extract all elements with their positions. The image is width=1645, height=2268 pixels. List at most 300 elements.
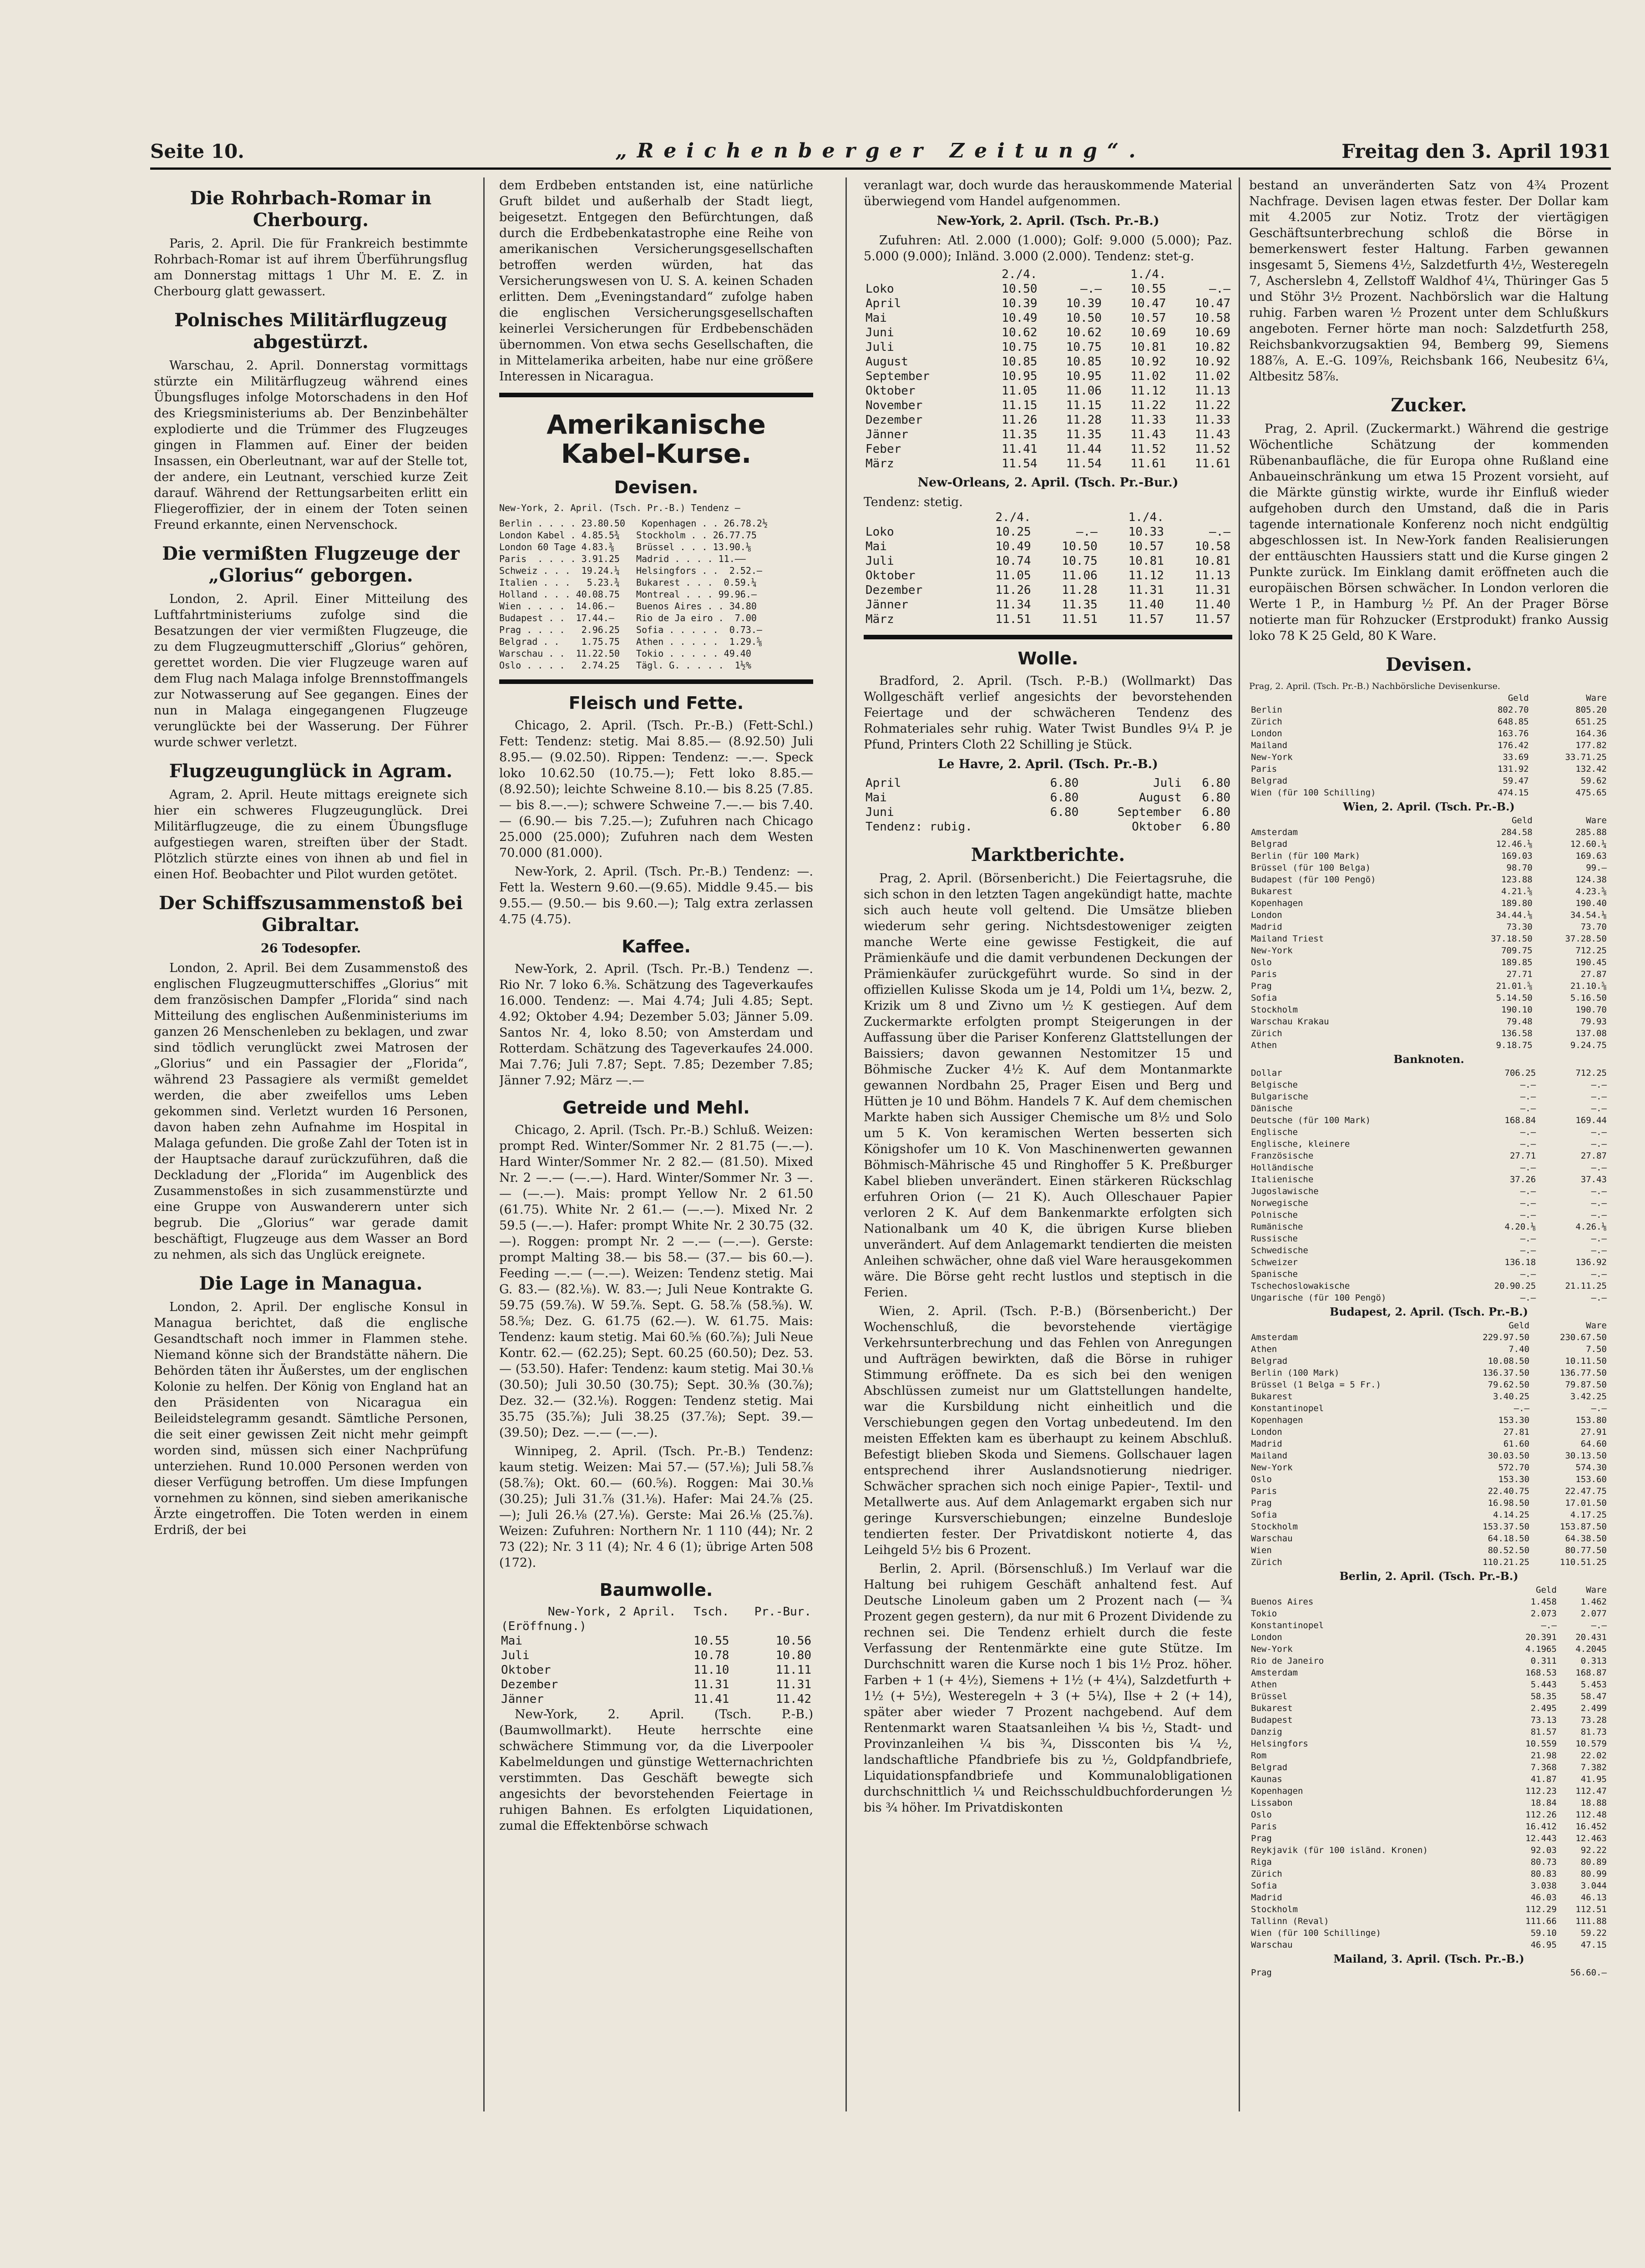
column-header bbox=[1168, 267, 1232, 282]
column-header bbox=[1039, 267, 1103, 282]
table-cell: Englische, kleinere bbox=[1251, 1139, 1350, 1149]
table-cell: 112.29 bbox=[1525, 1904, 1557, 1914]
table-cell: 4.26.⅛ bbox=[1575, 1222, 1607, 1232]
table-row bbox=[1249, 1414, 1609, 1426]
table-cell: —.— bbox=[1591, 1080, 1607, 1090]
table-cell: August bbox=[866, 355, 908, 369]
table-cell: 10.47 bbox=[1130, 297, 1166, 310]
table-cell: 190.45 bbox=[1575, 957, 1607, 967]
table-cell: 0.313 bbox=[1580, 1656, 1607, 1666]
table-row bbox=[1249, 1608, 1609, 1620]
table-cell: 3.40.25 bbox=[1493, 1392, 1530, 1402]
article-continuation: veranlagt war, doch wurde das herauskommende Material überwiegend vom Handel aufgenommen. bbox=[864, 178, 1232, 208]
table-cell: 20.431 bbox=[1575, 1632, 1607, 1642]
table-cell: 137.08 bbox=[1575, 1028, 1607, 1038]
column-header: 1./4. bbox=[1128, 511, 1164, 524]
article-continuation: dem Erdbeben entstanden ist, eine natürliche Gruft bildet und außerhalb der Stadt liegt, beigesetzt. Entgegen den Befürchtungen, daß durch die Erdbebenkatastrophe eine Reihe von amerikanischen Versicherungsgesellschaften betroffen werden würden, hat das Versicherungswesen von U. S. A. keinen Schaden erlitten. Dem „Eveningstandard“ zufolge haben die englischen Versicherungsgesellschaften keinerlei Versicherungen für Erdbebenschäden übernommen. Von etwa sechs Gesellschaften, die in Mittelamerika arbeiten, habe nur eine größere Interessen in Nicaragua. bbox=[499, 178, 813, 384]
wool-title: Wolle. bbox=[1017, 648, 1078, 668]
table-cell: 11.41 bbox=[1002, 442, 1038, 456]
article-headline: Die Lage in Managua. bbox=[199, 1273, 423, 1294]
table-cell: 474.15 bbox=[1497, 788, 1529, 798]
table-cell: Holländische bbox=[1251, 1163, 1314, 1173]
column-header bbox=[864, 267, 975, 282]
table-cell: 59.10 bbox=[1530, 1928, 1557, 1938]
table-cell: Stockholm bbox=[1251, 1522, 1298, 1532]
table-cell: Belgrad bbox=[1251, 839, 1288, 849]
table-cell: 11.35 bbox=[1066, 428, 1102, 441]
table-cell: 11.33 bbox=[1130, 413, 1166, 427]
table-cell: Spanische bbox=[1251, 1269, 1298, 1279]
table-cell: 10.56 bbox=[775, 1634, 811, 1648]
table-row bbox=[864, 456, 1232, 471]
table-cell: 10.69 bbox=[1195, 326, 1230, 339]
table-cell: 7.382 bbox=[1580, 1762, 1607, 1772]
table-cell: Madrid bbox=[1251, 1439, 1282, 1449]
table-cell: 7.40 bbox=[1508, 1344, 1530, 1354]
table-cell: Oslo bbox=[1251, 1810, 1272, 1820]
cable-rates-title: Amerikanische Kabel-Kurse. bbox=[547, 409, 766, 469]
table-row bbox=[1249, 1762, 1609, 1773]
table-cell: 1.462 bbox=[1580, 1597, 1607, 1607]
table-cell: Juli bbox=[501, 1649, 530, 1662]
table-row bbox=[1249, 1939, 1609, 1951]
table-cell: 189.85 bbox=[1501, 957, 1533, 967]
market-report: Chicago, 2. April. (Tsch. Pr.-B.) (Fett-Schl.) Fett: Tendenz: stetig. Mai 8.85.— (8.92.50) Juli 8.95.— (9.02.50). Rippen: Tendenz: —.—. Speck loko 10.62.50 (10.75.—); Fett loko 8.85.— (8.92.50); leichte Schweine 8.10.— bis 8.25 (7.85.— bis 8.—.—); schwere Schweine 7.—.— bis 7.40.— (6.90.— bis 7.25.—); Zufuhren nach Chicago 25.000 (25.000); Zufuhren nach dem Westen 70.000 (81.000). bbox=[499, 719, 813, 860]
table-row bbox=[1249, 1521, 1609, 1533]
table-row bbox=[1249, 1797, 1609, 1809]
table-cell: Rom bbox=[1251, 1751, 1267, 1761]
table-cell: 22.40.75 bbox=[1488, 1486, 1530, 1496]
table-cell: 168.84 bbox=[1504, 1115, 1536, 1125]
table-cell: Zürich bbox=[1251, 717, 1282, 727]
table-row bbox=[1249, 1679, 1609, 1691]
table-cell: 111.88 bbox=[1575, 1916, 1607, 1926]
table-row bbox=[864, 384, 1232, 398]
table-cell: 2.073 bbox=[1530, 1609, 1557, 1619]
table-cell: Konstantinopel bbox=[1251, 1403, 1324, 1413]
cotton-table bbox=[499, 1605, 813, 1706]
table-cell: 11.54 bbox=[1066, 457, 1102, 471]
table-cell: Mai bbox=[866, 791, 887, 805]
table-cell: Berlin (100 Mark) bbox=[1251, 1368, 1340, 1378]
table-cell: 98.70 bbox=[1506, 863, 1533, 873]
table-cell: —.— bbox=[1591, 1234, 1607, 1244]
table-row bbox=[1249, 1391, 1609, 1402]
table-cell: 21.01.⅝ bbox=[1496, 981, 1533, 991]
table-cell: 7.50 bbox=[1586, 1344, 1607, 1354]
table-cell: 73.13 bbox=[1530, 1715, 1557, 1725]
table-cell: —.— bbox=[1591, 1293, 1607, 1303]
section-rule bbox=[864, 635, 1232, 639]
table-row bbox=[1249, 1091, 1609, 1103]
table-cell: 92.03 bbox=[1530, 1845, 1557, 1855]
table-cell: Oslo bbox=[1251, 1474, 1272, 1484]
table-cell: Oktober bbox=[866, 569, 916, 582]
table-header-row bbox=[1249, 815, 1609, 826]
table-cell: New-York bbox=[1251, 752, 1293, 762]
table-cell: 6.80 bbox=[1202, 776, 1230, 790]
table-cell: 230.67.50 bbox=[1560, 1332, 1607, 1342]
table-cell: —.— bbox=[1591, 1620, 1607, 1630]
column-header: 2./4. bbox=[1002, 268, 1038, 281]
table-cell: Belgrad bbox=[1251, 1356, 1288, 1366]
table-row bbox=[864, 790, 1232, 805]
table-cell: —.— bbox=[1520, 1234, 1536, 1244]
table-cell: Belgrad bbox=[1251, 776, 1288, 786]
table-row bbox=[1249, 1738, 1609, 1750]
table-cell bbox=[1378, 1967, 1397, 1979]
table-cell: 11.02 bbox=[1195, 370, 1230, 383]
table-cell: Jänner bbox=[501, 1692, 544, 1706]
table-row bbox=[1249, 1485, 1609, 1497]
table-cell: 4.20.⅛ bbox=[1504, 1222, 1536, 1232]
table-cell: 169.03 bbox=[1501, 851, 1533, 861]
article-body: Warschau, 2. April. Donnerstag vormittags stürzte ein Militärflugzeug während eines Übungsfluges infolge Motorschadens in den Hof des Kriegsministeriums ab. Der Benzinbehälter explodierte und die Trümmer des Flugzeuges gingen in Flammen auf. Einer der beiden Insassen, ein Oberleutnant, war auf der Stelle tot, der andere, ein Leutnant, verschied kurze Zeit darauf. Während der Rettungsarbeiten erlitt ein Fliegeroffizier, der in einem der Toten seinen Freund erkannte, einen Nervenschock. bbox=[154, 359, 468, 532]
table-cell: Sofia bbox=[1251, 1881, 1277, 1891]
table-cell: 11.13 bbox=[1195, 569, 1230, 582]
table-cell: Ungarische (für 100 Pengö) bbox=[1251, 1293, 1387, 1303]
table-row bbox=[1249, 1174, 1609, 1185]
exchange-header: New-York, 2. April. (Tsch. Pr.-B.) bbox=[936, 214, 1159, 228]
table-row bbox=[1249, 1126, 1609, 1138]
table-cell: —.— bbox=[1591, 1127, 1607, 1137]
table-row bbox=[499, 1634, 813, 1648]
table-cell: 73.70 bbox=[1580, 922, 1607, 932]
table-cell: 11.35 bbox=[1002, 428, 1038, 441]
market-report: Prag, 2. April. (Zuckermarkt.) Während die gestrige Wöchentliche Schätzung der kommenden Rübenanbaufläche, die für Europa ohne Rußland eine Anbaueinschränkung um etwa 15 Prozent vorsieht, auf die Märkte günstig wirkte, wurde ihr Einfluß wieder aufgehoben durch den Umstand, daß die in Paris tagende internationale Konferenz noch nicht endgültig abgeschlossen ist. In New-York fanden Realisierungen der enttäuschten Haussiers statt und die Kurse gingen 2 Punkte zurück. Im Einklang damit eröffneten auch die europäischen Börsen schwächer. In London verloren die Werte 1 P., in Hamburg ½ Pf. An der Prager Börse notierte man für Rohzucker (Erstprodukt) franko Aussig loko 78 K 25 Geld, 80 K Ware. bbox=[1249, 422, 1609, 643]
table-header-row bbox=[864, 267, 1232, 282]
table-cell: 10.559 bbox=[1525, 1739, 1557, 1749]
table-cell: Stockholm bbox=[1251, 1904, 1298, 1914]
table-cell: Konstantinopel bbox=[1251, 1620, 1324, 1630]
table-row bbox=[1249, 1904, 1609, 1915]
table-cell: Kopenhagen bbox=[1251, 898, 1303, 908]
table-cell: —.— bbox=[1520, 1245, 1536, 1256]
table-cell: 9.24.75 bbox=[1570, 1040, 1607, 1050]
table-cell: Juli bbox=[1153, 776, 1182, 790]
table-cell: Bukarest bbox=[1251, 1703, 1293, 1713]
table-cell: Athen bbox=[1251, 1040, 1277, 1050]
table-row bbox=[1249, 826, 1609, 838]
table-row bbox=[1249, 1544, 1609, 1556]
table-cell: Danzig bbox=[1251, 1727, 1282, 1737]
table-cell: 10.47 bbox=[1195, 297, 1230, 310]
column-header: Geld bbox=[1536, 1585, 1557, 1595]
table-cell: 5.443 bbox=[1530, 1680, 1557, 1690]
table-cell: 47.15 bbox=[1580, 1940, 1607, 1950]
table-cell: —.— bbox=[1520, 1139, 1536, 1149]
table-cell: 11.31 bbox=[693, 1678, 729, 1691]
table-cell: 59.47 bbox=[1503, 776, 1529, 786]
table-cell: Oktober bbox=[866, 384, 916, 398]
table-cell: 11.13 bbox=[1195, 384, 1230, 398]
table-cell: 153.80 bbox=[1575, 1415, 1607, 1425]
table-cell: 18.88 bbox=[1580, 1798, 1607, 1808]
coffee-title: Kaffee. bbox=[622, 937, 691, 957]
table-cell: —.— bbox=[1591, 1186, 1607, 1196]
table-cell: 112.48 bbox=[1575, 1810, 1607, 1820]
table-cell: Loko bbox=[866, 525, 894, 539]
table-cell: Kaunas bbox=[1251, 1774, 1282, 1784]
table-cell: 11.15 bbox=[1066, 399, 1102, 412]
table-cell: 11.43 bbox=[1195, 428, 1230, 441]
new-york-cotton-table bbox=[864, 267, 1232, 471]
table-cell: 10.57 bbox=[1130, 311, 1166, 325]
market-reports-title: Marktberichte. bbox=[971, 844, 1125, 866]
table-cell: 59.62 bbox=[1580, 776, 1607, 786]
column-header bbox=[1249, 815, 1460, 826]
table-cell: 648.85 bbox=[1497, 717, 1529, 727]
newspaper-title: „Reichenberger Zeitung“. bbox=[615, 139, 1146, 162]
table-cell: Berlin (für 100 Mark) bbox=[1251, 851, 1361, 861]
table-cell: Jugoslawische bbox=[1251, 1186, 1319, 1196]
table-cell: 110.21.25 bbox=[1483, 1557, 1530, 1567]
table-cell: Riga bbox=[1251, 1857, 1272, 1867]
column-divider bbox=[845, 177, 847, 2111]
table-cell: 11.40 bbox=[1195, 598, 1230, 612]
table-cell: 17.01.50 bbox=[1565, 1498, 1607, 1508]
exchange-header: Mailand, 3. April. (Tsch. Pr.-B.) bbox=[1333, 1952, 1524, 1965]
table-cell: 11.43 bbox=[1130, 428, 1166, 441]
table-cell: —.— bbox=[1520, 1210, 1536, 1220]
table-row bbox=[1249, 945, 1609, 957]
table-cell: 4.23.⅝ bbox=[1575, 886, 1607, 896]
table-row bbox=[1249, 1197, 1609, 1209]
table-row bbox=[1249, 1355, 1609, 1367]
table-cell: 11.61 bbox=[1195, 457, 1230, 471]
table-row bbox=[1249, 1473, 1609, 1485]
table-row bbox=[864, 369, 1232, 384]
table-cell: Oktober bbox=[501, 1663, 551, 1677]
table-row bbox=[1249, 980, 1609, 992]
table-row bbox=[499, 1692, 813, 1706]
table-cell: Feber bbox=[866, 442, 901, 456]
table-cell: 10.08.50 bbox=[1488, 1356, 1530, 1366]
column-header bbox=[1166, 510, 1232, 525]
table-cell: 229.97.50 bbox=[1483, 1332, 1530, 1342]
table-row bbox=[1249, 1367, 1609, 1379]
table-cell: 475.65 bbox=[1575, 788, 1607, 798]
table-row bbox=[1249, 1114, 1609, 1126]
table-cell: 11.10 bbox=[693, 1663, 729, 1677]
column-3 bbox=[864, 177, 1232, 2116]
table-row bbox=[864, 398, 1232, 413]
table-cell: 0.311 bbox=[1530, 1656, 1557, 1666]
banknotes-title: Banknoten. bbox=[1393, 1053, 1464, 1066]
exchange-header: Budapest, 2. April. (Tsch. Pr.-B.) bbox=[1330, 1305, 1528, 1318]
table-cell: Warschau bbox=[1251, 1940, 1293, 1950]
table-cell: 177.82 bbox=[1575, 740, 1607, 750]
table-cell: 10.69 bbox=[1130, 326, 1166, 339]
table-cell: London bbox=[1251, 910, 1282, 920]
table-cell: 10.75 bbox=[1066, 340, 1102, 354]
table-cell: 73.28 bbox=[1580, 1715, 1607, 1725]
table-header-row bbox=[1249, 1584, 1609, 1596]
table-cell: 12.46.⅛ bbox=[1496, 839, 1533, 849]
table-cell: 153.30 bbox=[1498, 1474, 1530, 1484]
table-cell: 132.42 bbox=[1575, 764, 1607, 774]
table-cell: 11.51 bbox=[1062, 613, 1098, 626]
table-cell: 1.458 bbox=[1530, 1597, 1557, 1607]
column-header: Ware bbox=[1586, 815, 1607, 825]
table-cell: 61.60 bbox=[1503, 1439, 1530, 1449]
table-row bbox=[1249, 1844, 1609, 1856]
table-cell: —.— bbox=[1520, 1163, 1536, 1173]
table-cell: 10.75 bbox=[1062, 554, 1098, 568]
table-cell: 10.50 bbox=[1066, 311, 1102, 325]
table-cell: 6.80 bbox=[1050, 791, 1079, 805]
table-cell: 805.20 bbox=[1575, 705, 1607, 715]
table-row bbox=[1249, 739, 1609, 751]
table-cell: 4.1965 bbox=[1525, 1644, 1557, 1654]
table-cell: 10.95 bbox=[1066, 370, 1102, 383]
table-cell: —.— bbox=[1591, 1245, 1607, 1256]
table-row bbox=[1249, 1039, 1609, 1051]
table-row bbox=[864, 597, 1232, 612]
table-row bbox=[1249, 1426, 1609, 1438]
table-cell: —.— bbox=[1520, 1127, 1536, 1137]
table-cell: 34.54.⅛ bbox=[1570, 910, 1607, 920]
table-cell: 10.50 bbox=[1062, 540, 1098, 553]
table-cell: Oslo bbox=[1251, 957, 1272, 967]
table-cell: 136.92 bbox=[1575, 1257, 1607, 1267]
article-subheadline: 26 Todesopfer. bbox=[260, 942, 361, 956]
table-cell: 11.52 bbox=[1195, 442, 1230, 456]
table-cell: Tschechoslowakische bbox=[1251, 1281, 1350, 1291]
table-cell: 10.55 bbox=[693, 1634, 729, 1648]
exchange-header: Wien, 2. April. (Tsch. Pr.-B.) bbox=[1343, 800, 1515, 813]
table-cell: 10.95 bbox=[1002, 370, 1038, 383]
table-row bbox=[1249, 1209, 1609, 1221]
table-cell: Prag bbox=[1251, 981, 1272, 991]
table-row bbox=[1249, 1785, 1609, 1797]
table-cell: 4.14.25 bbox=[1493, 1510, 1530, 1520]
currency-rates-table: Berlin . . . . 23.80.50 Kopenhagen . . 26.78.2½ London Kabel . 4.85.5¾ Stockholm . . 26.77.75 London 60 Tage 4.83.⅜ Brüssel . . . 13.90.⅛ Paris . . . . 3.91.25 Madrid . . . . 11.—— Schweiz . . . 19.24.¼ Helsingfors . . 2.52.— Italien . . . 5.23.¾ Bukarest . . . 0.59.¼ Holland . . . 40.08.75 Montreal . . . 99.96.— Wien . . . . 14.06.— Buenos Aires . . 34.80 Budapest . . 17.44.— Rio de Ja eiro . 7.00 Prag . . . . 2.96.25 Sofia . . . . . 0.73.— Belgrad . . 1.75.75 Athen . . . . . 1.29.⅝ Warschau . . 11.22.50 Tokio . . . . . 49.40 Oslo . . . . 2.74.25 Tägl. G. . . . . 1½% bbox=[499, 518, 768, 671]
table-cell: Tokio bbox=[1251, 1609, 1277, 1619]
table-cell: 12.463 bbox=[1575, 1833, 1607, 1843]
table-cell: Loko bbox=[866, 282, 894, 296]
table-cell: 81.73 bbox=[1580, 1727, 1607, 1737]
table-row bbox=[864, 820, 1232, 834]
table-row bbox=[1249, 1450, 1609, 1462]
table-cell: 58.35 bbox=[1530, 1691, 1557, 1701]
table-cell: 10.62 bbox=[1002, 326, 1038, 339]
table-cell: 169.44 bbox=[1575, 1115, 1607, 1125]
table-cell: —.— bbox=[1591, 1104, 1607, 1114]
table-cell: 11.06 bbox=[1066, 384, 1102, 398]
table-cell: 10.81 bbox=[1128, 554, 1164, 568]
table-cell: 2.495 bbox=[1530, 1703, 1557, 1713]
table-cell: Mai bbox=[501, 1634, 522, 1648]
table-row bbox=[1249, 1268, 1609, 1280]
currency-source-line: New-York, 2. April. (Tsch. Pr.-B.) Tendenz — bbox=[499, 502, 740, 513]
table-cell: 11.35 bbox=[1062, 598, 1098, 612]
table-cell: 153.37.50 bbox=[1483, 1522, 1530, 1532]
table-subheader-cell: (Eröffnung.) bbox=[501, 1620, 587, 1633]
column-header: Ware bbox=[1586, 1321, 1607, 1331]
table-cell: Mailand bbox=[1251, 740, 1288, 750]
table-row bbox=[864, 776, 1232, 790]
table-cell: 10.50 bbox=[1002, 282, 1038, 296]
table-cell: —.— bbox=[1076, 525, 1098, 539]
column-header: Ware bbox=[1586, 693, 1607, 703]
table-row bbox=[864, 340, 1232, 354]
table-row bbox=[1249, 1833, 1609, 1844]
table-row bbox=[1249, 716, 1609, 728]
table-cell: 79.93 bbox=[1580, 1017, 1607, 1027]
table-cell: 11.02 bbox=[1130, 370, 1166, 383]
table-cell: New-York bbox=[1251, 946, 1293, 956]
table-cell: Juli bbox=[866, 554, 894, 568]
table-cell: London bbox=[1251, 1427, 1282, 1437]
table-cell: 11.34 bbox=[995, 598, 1031, 612]
sugar-title: Zucker. bbox=[1391, 395, 1467, 416]
table-cell: 11.06 bbox=[1062, 569, 1098, 582]
column-header: Geld bbox=[1508, 1321, 1530, 1331]
table-row bbox=[1249, 1620, 1609, 1631]
table-row bbox=[1249, 1880, 1609, 1892]
table-cell: Amsterdam bbox=[1251, 1668, 1298, 1678]
table-cell: Deutsche (für 100 Mark) bbox=[1251, 1115, 1371, 1125]
page-header bbox=[150, 136, 1611, 170]
table-row bbox=[864, 568, 1232, 583]
table-cell: 10.81 bbox=[1195, 554, 1230, 568]
table-cell: 30.03.50 bbox=[1488, 1451, 1530, 1461]
table-cell: 10.74 bbox=[995, 554, 1031, 568]
table-cell: 190.70 bbox=[1575, 1005, 1607, 1015]
table-cell: 11.22 bbox=[1130, 399, 1166, 412]
table-row bbox=[1249, 862, 1609, 874]
table-cell: April bbox=[866, 776, 901, 790]
table-cell: Dollar bbox=[1251, 1068, 1282, 1078]
table-cell: März bbox=[866, 613, 894, 626]
table-cell: Amsterdam bbox=[1251, 827, 1298, 837]
table-cell: 22.47.75 bbox=[1565, 1486, 1607, 1496]
table-cell: 58.47 bbox=[1580, 1691, 1607, 1701]
article-headline: Der Schiffszusammenstoß bei Gibraltar. bbox=[158, 892, 463, 936]
table-cell: Mailand bbox=[1251, 1451, 1288, 1461]
table-cell: 11.31 bbox=[775, 1678, 811, 1691]
table-cell: 168.87 bbox=[1575, 1668, 1607, 1678]
table-cell: 9.18.75 bbox=[1496, 1040, 1533, 1050]
table-cell: 37.18.50 bbox=[1491, 934, 1533, 944]
table-cell: Athen bbox=[1251, 1344, 1277, 1354]
article-continuation: bestand an unveränderten Satz von 4¾ Prozent Nachfrage. Devisen lagen etwas fester. Der Dollar kam mit 4.2005 zur Notiz. Trotz der viertägigen Geschäftsunterbrechung schloß die Börse in bemerkenswert fester Haltung. Farben gewannen insgesamt 5, Siemens 4½, Salzdetfurth 4½, Westeregeln 7, Ascherslebn 4, Zellstoff Waldhof 4¼, Thüringer Gas 5 und Stöhr 3½ Prozent. Nachbörslich war die Haltung ruhig. Farben waren ½ Prozent unter dem Schlußkurs angeboten. Ferner hörte man noch: Salzdetfurth 258, Reichsbankvorzugsaktien 94, Bemberg 99, Siemens 188⅞, A. E.-G. 109⅞, Reichsbank 166, Neubesitz 6¼, Altbesitz 58⅞. bbox=[1249, 178, 1609, 384]
table-cell: —.— bbox=[1209, 282, 1230, 296]
table-cell: 11.61 bbox=[1130, 457, 1166, 471]
table-cell: 10.81 bbox=[1130, 340, 1166, 354]
table-row bbox=[864, 427, 1232, 442]
table-cell: 124.38 bbox=[1575, 875, 1607, 885]
table-cell: 10.92 bbox=[1195, 355, 1230, 369]
table-row bbox=[1249, 1667, 1609, 1679]
table-row bbox=[864, 325, 1232, 340]
table-cell: 64.60 bbox=[1580, 1439, 1607, 1449]
table-cell: 27.87 bbox=[1580, 969, 1607, 979]
table-cell: Kopenhagen bbox=[1251, 1415, 1303, 1425]
market-report: New-York, 2. April. (Tsch. Pr.-B.) Tendenz —. Rio Nr. 7 loko 6.⅜. Schätzung des Tageverkaufes 16.000. Tendenz: —. Mai 4.74; Juli 4.85; Sept. 4.92; Oktober 4.94; Dezember 5.03; Jänner 5.09. Santos Nr. 4, loko 8.50; von Amsterdam und Rotterdam. Schätzung des Tageverkaufes 24.000. Mai 7.76; Juli 7.87; Sept. 7.85; Dezember 7.85; Jänner 7.92; März —.— bbox=[499, 962, 813, 1088]
table-cell: —.— bbox=[1591, 1198, 1607, 1208]
table-cell: 11.51 bbox=[995, 613, 1031, 626]
table-cell: Russische bbox=[1251, 1234, 1298, 1244]
table-cell: Rumänische bbox=[1251, 1222, 1303, 1232]
table-cell: Warschau bbox=[1251, 1534, 1293, 1544]
table-cell: 11.31 bbox=[1128, 583, 1164, 597]
column-2 bbox=[499, 177, 813, 2116]
table-cell: 81.57 bbox=[1530, 1727, 1557, 1737]
table-cell: Dezember bbox=[501, 1678, 558, 1691]
table-cell: 136.18 bbox=[1504, 1257, 1536, 1267]
